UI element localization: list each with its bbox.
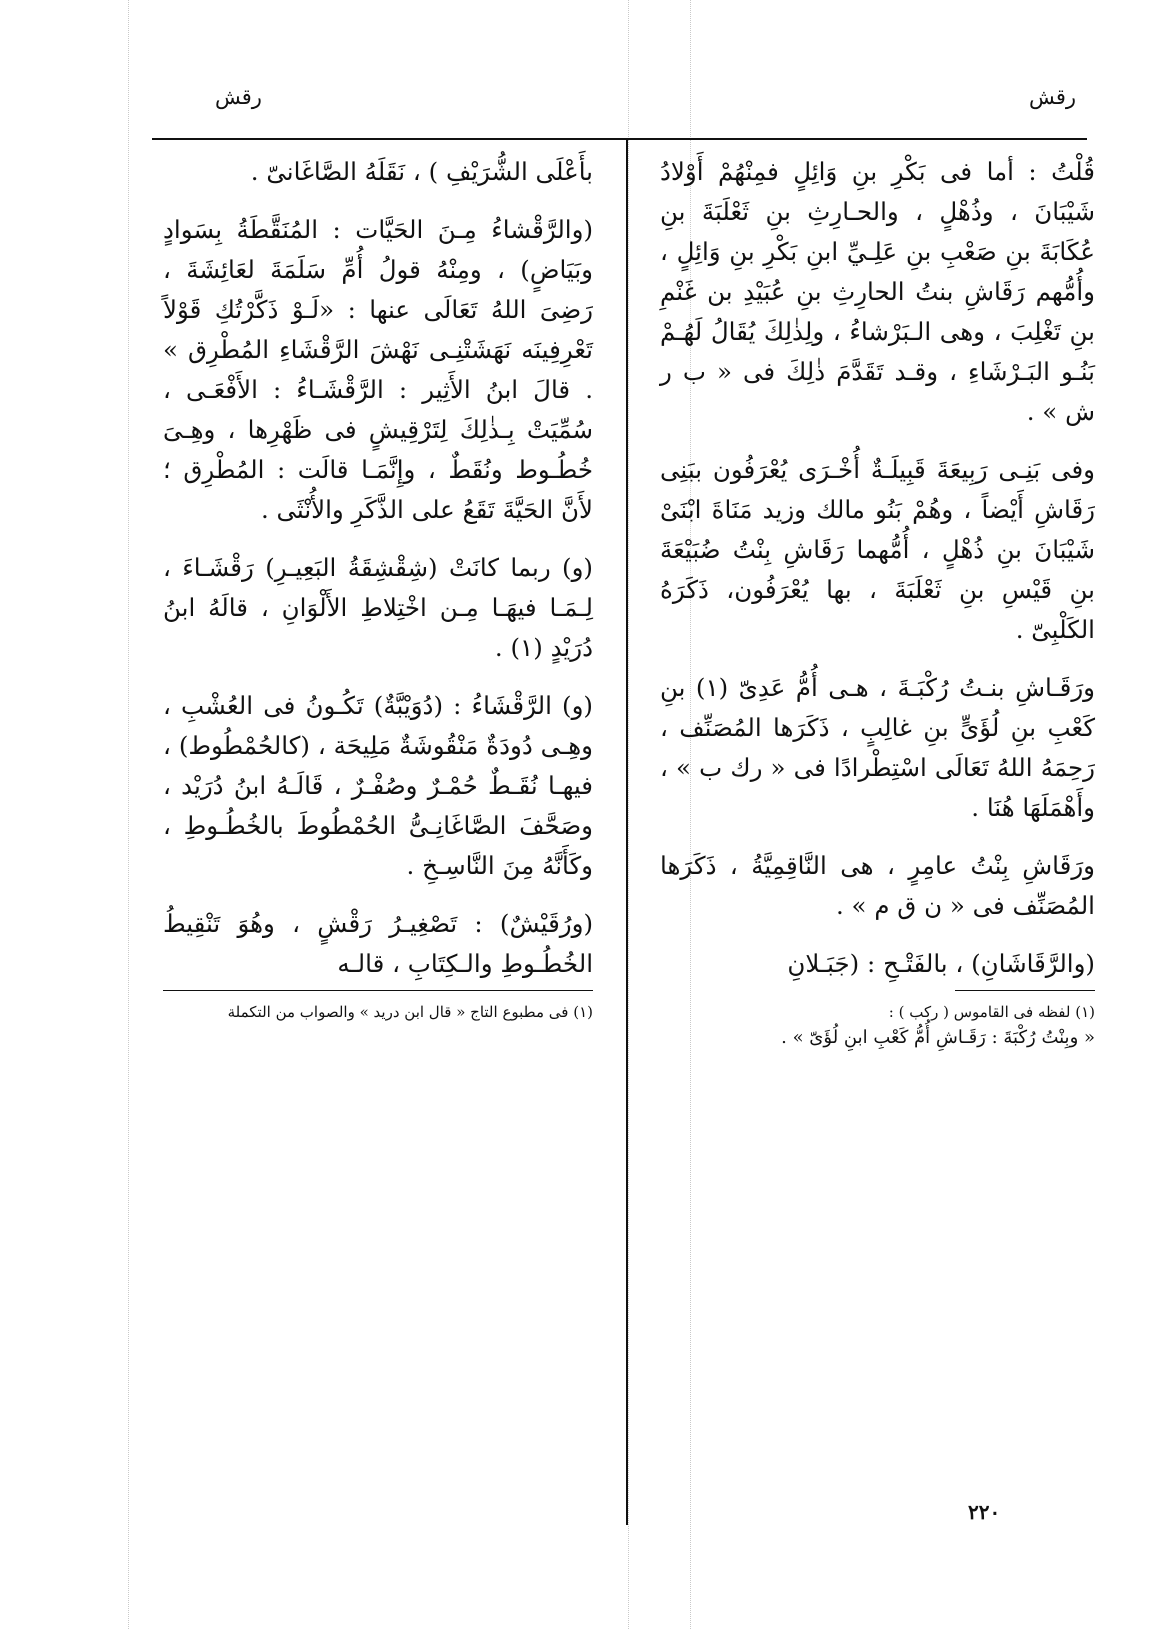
paragraph: ورَقَـاشِ بنـتُ رُكْبَـةَ ، هـى أُمُّ عَدِىّ (١) بنِ كَعْبِ بنِ لُؤَىٍّ بنِ غالِبٍ ، ذَكَرَها المُصَنِّف ، رَحِمَهُ اللهُ تَعَالَى اسْتِطْرادًا فى « رك ب » ، وأَهْمَلَهَا هُنَا . bbox=[660, 673, 1095, 822]
paragraph: وفى بَنِـى رَبِيعَةَ قَبِيلَـةٌ أُخْـرَى يُعْرَفُون ببَنِى رَقَاشِ أَيْضاً ، وهُمْ بَنُو مالك وزيد مَنَاةَ ابْنَىْ شَيْبَانَ بنِ ذُهْلٍ ، أُمُّهما رَقَاشِ بِنْتُ ضُبَيْعَةَ بنِ قَيْسِ بنِ ثَعْلَبَةَ ، بها يُعْرَفُون، ذَكَرَهُ الكَلْبِىّ . bbox=[660, 455, 1095, 644]
paragraph: (والرَّقْشاءُ مِـنَ الحَيَّات : المُنَقَّطَةُ بِسَوادٍ وبَيَاضٍ) ، ومِنْهُ قولُ أُمِّ سَلَمَةَ لعَائِشَةَ ، رَضِىَ اللهُ تَعَالَى عنها : «لَـوْ ذَكَّرْتُكِ قَوْلاً تَعْرِفِينَه نَهَشَتْنِـى نَهْشَ الرَّقْشَاءِ المُطْرِق » . قالَ ابنُ الأَثِير : الرَّقْشَـاءُ : الأَفْعَـى ، سُمِّيَتْ بِـذٰلِكَ لِتَرْقِيشٍ فى ظَهْرِها ، وهِـىَ خُطُـوط ونُقَطٌ ، وإِنَّمَـا قالَت : المُطْرِق ؛ لأَنَّ الحَيَّةَ تَقَعُ على الذَّكَرِ والأُنْثَى . bbox=[163, 215, 593, 524]
page-number: ٢٢٠ bbox=[968, 1500, 1001, 1524]
footnote: (١) فى مطبوع التاج « قال ابن دريد » والصواب من التكملة bbox=[227, 1003, 593, 1021]
paragraph: (و) ربما كانَتْ (شِقْشِقَةُ البَعِيـرِ) رَقْشَـاءَ ، لِـمَـا فيهَـا مِـن اخْتِلاطِ الأَلْوَانِ ، قالَهُ ابنُ دُرَيْدٍ (١) . bbox=[163, 553, 593, 662]
footnote-rule bbox=[163, 990, 593, 991]
paragraph: بأَعْلَى الشُّرَيْفِ ) ، نَقَلَهُ الصَّاغَانىّ . bbox=[250, 157, 593, 186]
left-column bbox=[163, 152, 593, 1025]
paragraph: (و) الرَّقْشَاءُ : (دُوَيْبَّةٌ) تَكُـونُ فى العُشْبِ ، وهِـى دُودَةٌ مَنْقُوشَةٌ مَلِيحَة ، (كالحُمْطُوط) ، فيهـا نُقَـطٌ حُمْـرٌ وصُفْـرٌ ، قَالَـهُ ابنُ دُرَيْد ، وصَحَّفَ الصَّاغَانِـىُّ الحُمْطُوطَ بالخُطُـوطِ ، وكَأَنَّهُ مِنَ النَّاسِـخِ . bbox=[163, 691, 593, 880]
column-divider bbox=[626, 140, 628, 1525]
scan-guide-line bbox=[628, 0, 629, 1629]
paragraph: (ورُقَيْشٌ) : تَصْغِيـرُ رَقْشٍ ، وهُوَ تَنْقِيطُ الخُطُـوطِ والـكِتَابِ ، قالـه bbox=[163, 909, 593, 978]
footnote: (١) لفظه فى القاموس ( ركب ) : bbox=[888, 1003, 1095, 1021]
footnote: « وبِنْتُ رُكْبَةَ : رَقَـاشِ أُمُّ كَعْبِ ابنِ لُؤَىّ » . bbox=[781, 1027, 1095, 1048]
footnote-rule bbox=[955, 990, 1095, 991]
right-column bbox=[660, 152, 1095, 1051]
paragraph: قُلْتُ : أما فى بَكْرِ بنِ وَائِلٍ فمِنْهُمْ أَوْلادُ شَيْبَانَ ، وذُهْلٍ ، والحـارِثِ بنِ ثَعْلَبَةَ بنِ عُكَابَةَ بنِ صَعْبِ بنِ عَلِـيِّ ابنِ بَكْرِ بنِ وَائِلٍ ، وأُمُّهم رَقَاشِ بنتُ الحارِثِ بنِ عُبَيْدِ بن غَنْمِ بنِ تَغْلِبَ ، وهى الـبَرْشاءُ ، ولِذٰلِكَ يُقَالُ لَهُـمْ بَنُـو البَـرْشَاءِ ، وقـد تَقَدَّمَ ذٰلِكَ فى « ب ر ش » . bbox=[660, 157, 1095, 426]
running-header-left: رقش bbox=[215, 85, 262, 109]
running-header-right: رقش bbox=[1029, 85, 1076, 109]
paragraph: (والرَّقَاشَانِ) ، بالفَتْـحِ : (جَبَـلانِ bbox=[787, 949, 1095, 978]
scan-guide-line bbox=[128, 0, 129, 1629]
paragraph: ورَقَاشِ بِنْتُ عامِرٍ ، هى النَّاقِمِيَّةُ ، ذَكَرَها المُصَنِّف فى « ن ق م » . bbox=[660, 851, 1095, 920]
header-rule bbox=[152, 138, 1087, 140]
